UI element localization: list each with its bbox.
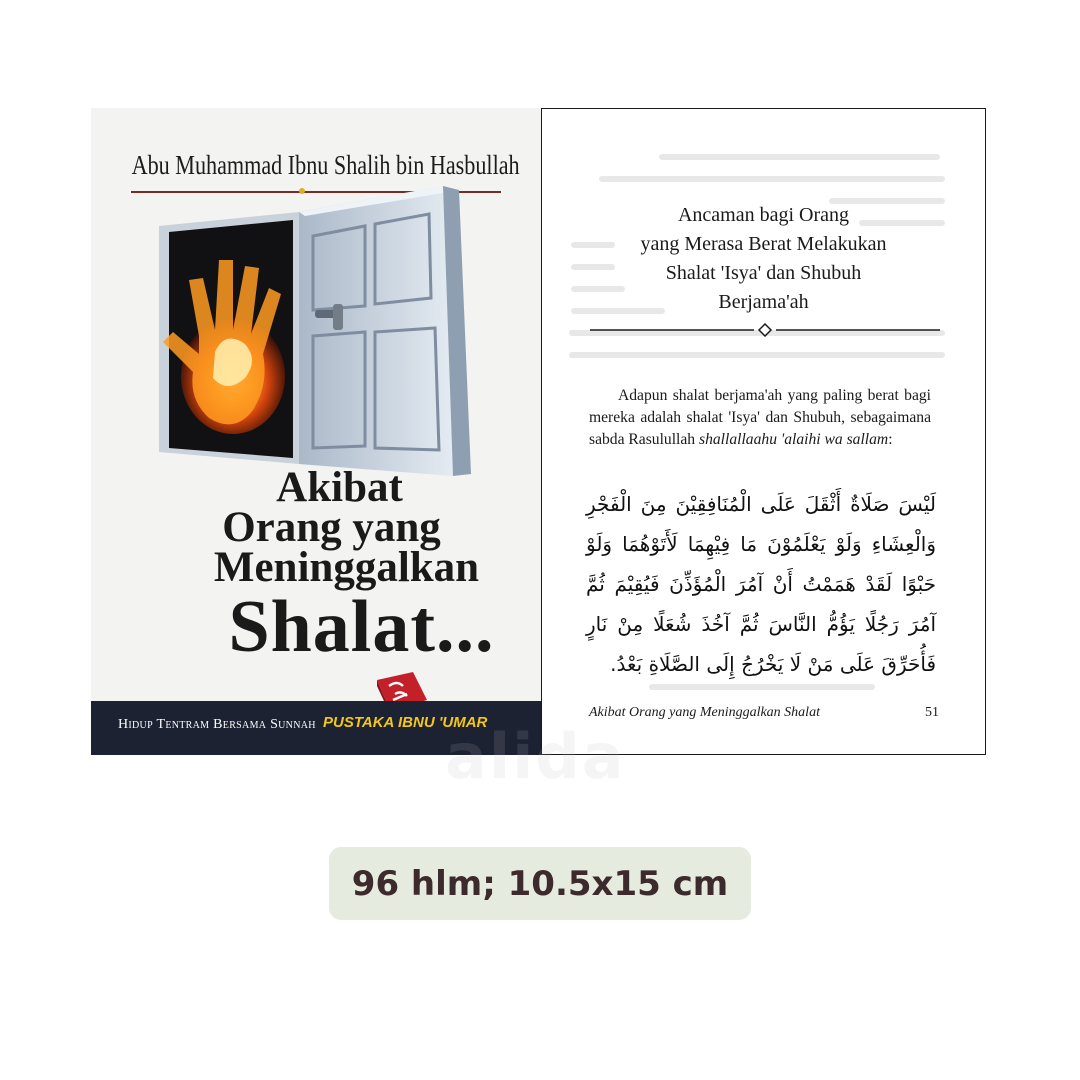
cover-title	[91, 464, 542, 668]
cover-title-line-2: Orang yang	[222, 504, 441, 551]
chapter-title	[542, 201, 985, 317]
body-text-italic: shallallaahu 'alaihi wa sallam	[699, 431, 889, 448]
chapter-title-line-3: Shalat 'Isya' dan Shubuh	[665, 262, 862, 284]
publisher-name: PUSTAKA IBNU 'UMAR	[323, 714, 488, 731]
watermark: alida	[445, 720, 626, 793]
sample-page	[541, 108, 986, 755]
body-text-end: :	[888, 431, 893, 448]
cover-title-line-3: Meninggalkan	[213, 544, 480, 591]
chapter-title-line-4: Berjama'ah	[718, 291, 809, 313]
cover-author: Abu Muhammad Ibnu Shalih bin Hasbullah	[131, 150, 520, 180]
body-paragraph	[589, 385, 931, 451]
running-title: Akibat Orang yang Meninggalkan Shalat	[589, 705, 820, 720]
cover-title-line-4: Shalat...	[228, 586, 495, 668]
chapter-title-line-1: Ancaman bagi Orang	[677, 204, 850, 226]
series-name: Hidup Tentram Bersama Sunnah	[118, 717, 316, 732]
title-ornament-divider	[590, 323, 940, 337]
spec-text: 96 hlm; 10.5x15 cm	[351, 863, 729, 904]
chapter-title-line-2: yang Merasa Berat Melakukan	[640, 233, 887, 255]
door-illustration	[153, 186, 493, 476]
book-cover	[91, 108, 542, 755]
spec-badge	[329, 847, 751, 920]
page-number: 51	[925, 705, 939, 720]
hadith-arabic-text: لَيْسَ صَلَاةٌ أَثْقَلَ عَلَى الْمُنَافِقِيْنَ مِنَ الْفَجْرِ وَالْعِشَاءِ وَلَوْ يَعْلَمُوْنَ مَا فِيْهِمَا لَأَتَوْهُمَا وَلَوْ حَبْوًا لَقَدْ هَمَمْتُ أَنْ آمُرَ الْمُؤَذِّنَ فَيُقِيْمَ ثُمَّ آمُرَ رَجُلًا يَؤُمُّ النَّاسَ ثُمَّ آخُذَ شُعَلًا مِنْ نَارٍ فَأُحَرِّقَ عَلَى مَنْ لَا يَخْرُجُ إِلَى الصَّلَاةِ بَعْدُ.	[586, 492, 936, 676]
body-text-main: Adapun shalat berjama'ah yang paling berat bagi mereka adalah shalat 'Isya' dan Shubuh, sebagaimana sabda Rasulullah	[589, 387, 931, 448]
cover-title-line-1: Akibat	[276, 464, 403, 511]
